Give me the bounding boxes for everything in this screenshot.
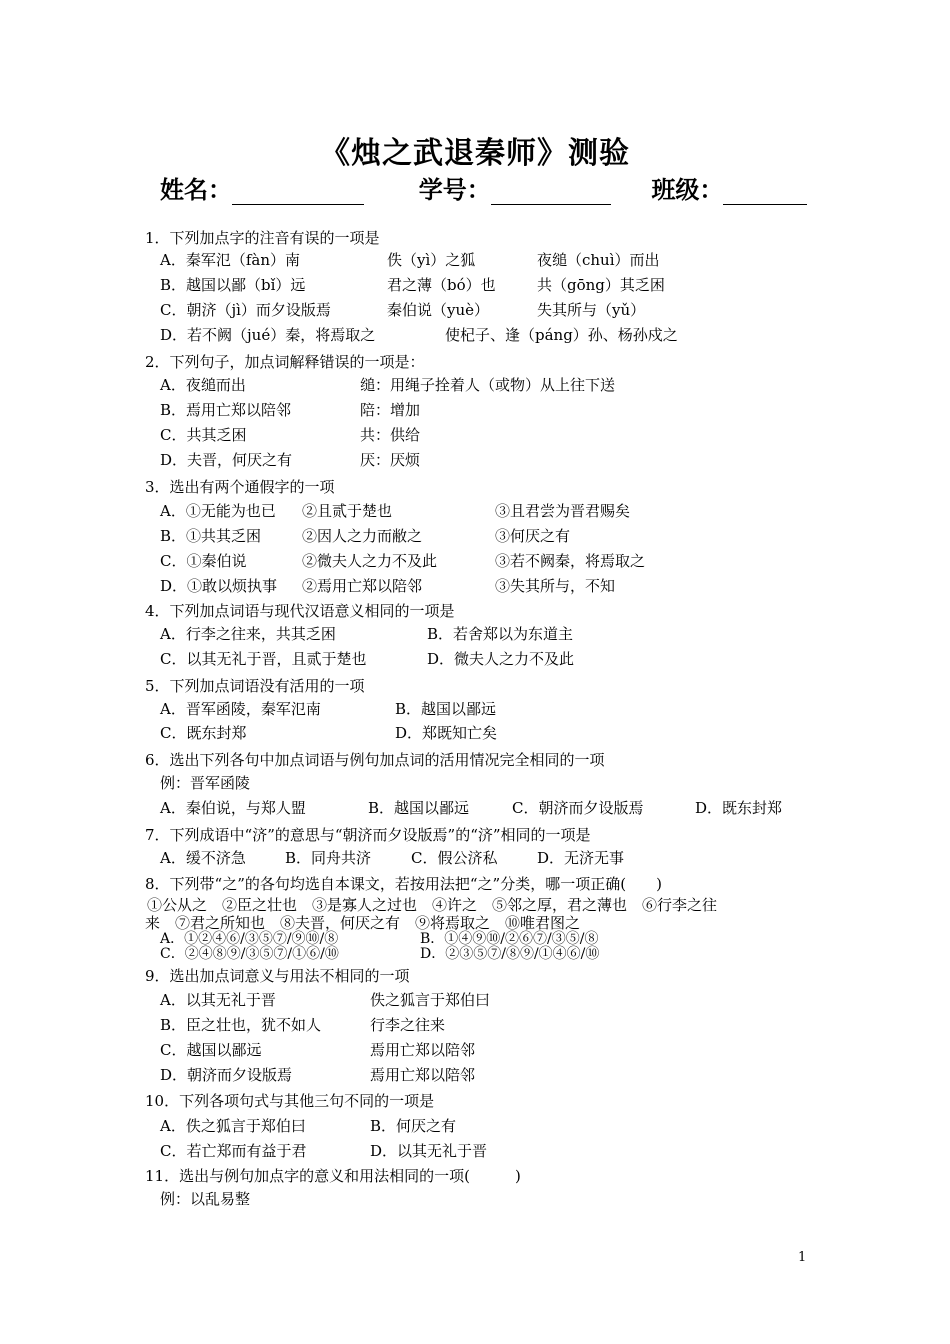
question-3-stem: 3．选出有两个通假字的一项 [145,478,335,496]
q7-option-d: D．无济无事 [537,849,625,867]
q9-option-d: D．朝济而夕设版焉 [160,1066,293,1084]
q2-option-d: D．夫晋，何厌之有 [160,451,293,469]
q8-option-d: D．②③⑤⑦/⑧⑨/①④⑥/⑩ [420,946,600,962]
q2-option-b-explain: 陪：增加 [360,401,421,419]
q6-option-d: D．既东封郑 [695,799,783,817]
q3-option-c-3: ③若不阙秦，将焉取之 [495,552,646,570]
q10-option-a: A．佚之狐言于郑伯曰 [160,1117,306,1135]
id-label: 学号： [418,176,491,204]
q1-option-b: B．越国以鄙（bǐ）远 [160,276,306,294]
q2-option-a: A．夜缒而出 [160,376,246,394]
question-2-stem: 2．下列句子，加点词解释错误的一项是： [145,353,425,371]
q3-option-a-3: ③且君尝为晋君赐矣 [495,502,631,520]
q8-option-c: C．②④⑧⑨/③⑤⑦/①⑥/⑩ [160,946,339,962]
q6-option-a: A．秦伯说，与郑人盟 [160,799,306,817]
q8-option-b: B．①④⑨⑩/②⑥⑦/③⑤/⑧ [420,931,599,947]
q1-option-c-2: 秦伯说（yuè） [387,301,490,319]
q1-option-a: A．秦军氾（fàn）南 [160,251,300,269]
q9-option-c-2: 焉用亡郑以陪邻 [370,1041,476,1059]
q2-option-c: C．共其乏困 [160,426,247,444]
q3-option-d-3: ③失其所与，不知 [495,577,616,595]
q6-example: 例：晋军函陵 [160,774,251,792]
class-label: 班级： [651,176,724,204]
q3-option-c-2: ②微夫人之力不及此 [302,552,438,570]
q1-option-b-3: 共（gōng）其乏困 [537,276,665,294]
q3-option-b: B．①共其乏困 [160,527,262,545]
name-label: 姓名： [160,176,232,204]
q2-option-b: B．焉用亡郑以陪邻 [160,401,292,419]
q3-option-a: A．①无能为也已 [160,502,276,520]
q3-option-b-3: ③何厌之有 [495,527,571,545]
q8-items-line-2: 来 ⑦君之所知也 ⑧夫晋，何厌之有 ⑨将焉取之 ⑩唯君图之 [145,914,581,932]
q1-option-a-3: 夜缒（chuì）而出 [537,251,660,269]
q5-option-b: B．越国以鄙远 [395,700,497,718]
q11-example: 例：以乱易整 [160,1190,251,1208]
q3-option-a-2: ②且贰于楚也 [302,502,393,520]
q10-option-b: B．何厌之有 [370,1117,457,1135]
q10-option-d: D．以其无礼于晋 [370,1142,488,1160]
q6-option-b: B．越国以鄙远 [368,799,470,817]
name-blank[interactable] [232,180,364,205]
q1-option-c: C．朝济（jì）而夕设版焉 [160,301,331,319]
q2-option-a-explain: 缒：用绳子拴着人（或物）从上往下送 [360,376,616,394]
id-blank[interactable] [491,180,611,205]
q1-option-c-3: 失其所与（yǔ） [537,301,646,319]
q3-option-d-2: ②焉用亡郑以陪邻 [302,577,423,595]
page-title: 《烛之武退秦师》测验 [320,136,630,171]
question-11-stem: 11．选出与例句加点字的意义和用法相同的一项( ) [145,1167,521,1185]
q9-option-b: B．臣之壮也，犹不如人 [160,1016,322,1034]
q1-option-b-2: 君之薄（bó）也 [387,276,496,294]
q9-option-b-2: 行李之往来 [370,1016,446,1034]
q7-option-b: B．同舟共济 [285,849,372,867]
q9-option-d-2: 焉用亡郑以陪邻 [370,1066,476,1084]
q9-option-a: A．以其无礼于晋 [160,991,276,1009]
question-7-stem: 7．下列成语中“济”的意思与“朝济而夕设版焉”的“济”相同的一项是 [145,826,591,844]
q4-option-c: C．以其无礼于晋，且贰于楚也 [160,650,367,668]
q7-option-a: A．缓不济急 [160,849,246,867]
q8-option-a: A．①②④⑥/③⑤⑦/⑨⑩/⑧ [160,931,339,947]
q3-option-d: D．①敢以烦执事 [160,577,278,595]
q3-option-b-2: ②因人之力而敝之 [302,527,423,545]
question-9-stem: 9．选出加点词意义与用法不相同的一项 [145,967,410,985]
q1-option-d: D．若不阙（jué）秦，将焉取之 [160,326,376,344]
q8-items-line-1: ①公从之 ②臣之壮也 ③是寡人之过也 ④许之 ⑤邻之厚，君之薄也 ⑥行李之往 [147,896,718,914]
class-blank[interactable] [723,180,807,205]
question-5-stem: 5．下列加点词语没有活用的一项 [145,677,365,695]
question-4-stem: 4．下列加点词语与现代汉语意义相同的一项是 [145,602,455,620]
question-8-stem: 8．下列带“之”的各句均选自本课文，若按用法把“之”分类，哪一项正确( ) [145,875,662,893]
q1-option-a-2: 佚（yì）之狐 [387,251,476,269]
question-6-stem: 6．选出下列各句中加点词语与例句加点词的活用情况完全相同的一项 [145,751,605,769]
q9-option-c: C．越国以鄙远 [160,1041,262,1059]
q4-option-b: B．若舍郑以为东道主 [427,625,574,643]
q5-option-d: D．郑既知亡矣 [395,724,498,742]
q2-option-d-explain: 厌：厌烦 [360,451,421,469]
q5-option-c: C．既东封郑 [160,724,247,742]
q2-option-c-explain: 共：供给 [360,426,421,444]
q10-option-c: C．若亡郑而有益于君 [160,1142,307,1160]
question-10-stem: 10．下列各项句式与其他三句不同的一项是 [145,1092,435,1110]
q3-option-c: C．①秦伯说 [160,552,247,570]
student-info-row [160,170,807,205]
q9-option-a-2: 佚之狐言于郑伯曰 [370,991,491,1009]
q7-option-c: C．假公济私 [411,849,498,867]
q4-option-a: A．行李之往来，共其乏困 [160,625,336,643]
q5-option-a: A．晋军函陵，秦军氾南 [160,700,321,718]
question-1-stem: 1．下列加点字的注音有误的一项是 [145,229,380,247]
q6-option-c: C．朝济而夕设版焉 [512,799,644,817]
q1-option-d-2: 使杞子、逢（páng）孙、杨孙戍之 [445,326,678,344]
page-number: 1 [798,1250,807,1265]
q4-option-d: D．微夫人之力不及此 [427,650,575,668]
